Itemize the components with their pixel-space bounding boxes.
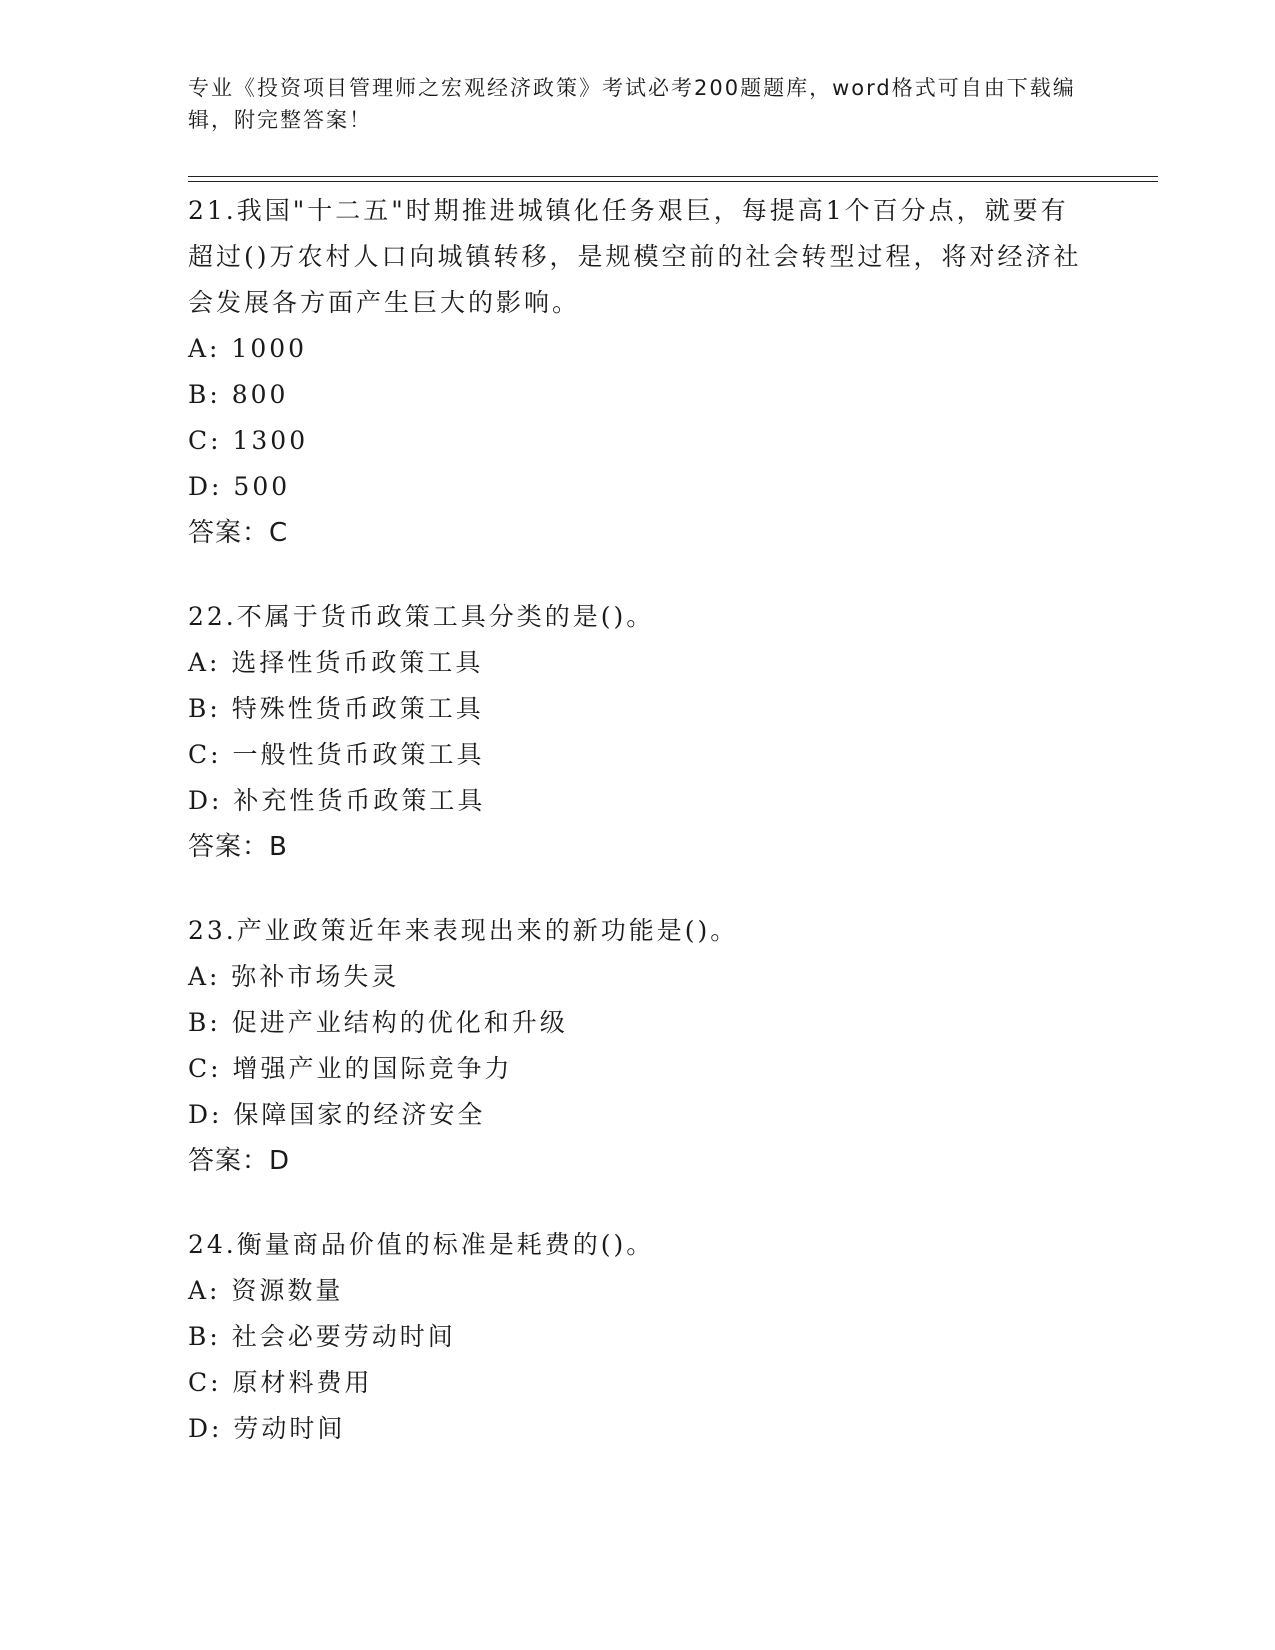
question-list [188, 188, 1088, 1490]
answer-key: 答案：D [188, 1146, 291, 1176]
option-c: C: 一般性货币政策工具 [188, 740, 485, 769]
option-a: A: 弥补市场失灵 [188, 962, 400, 991]
option-a: A: 资源数量 [188, 1276, 344, 1305]
document-intro: 专业《投资项目管理师之宏观经济政策》考试必考200题题库，word格式可自由下载编辑，附完整答案！ [188, 76, 1076, 132]
option-b: B: 促进产业结构的优化和升级 [188, 1008, 568, 1037]
question-stem: 22.不属于货币政策工具分类的是()。 [188, 602, 655, 631]
question-21 [188, 188, 1088, 556]
question-stem: 24.衡量商品价值的标准是耗费的()。 [188, 1230, 655, 1259]
option-b: B: 社会必要劳动时间 [188, 1322, 456, 1351]
option-d: D: 保障国家的经济安全 [188, 1100, 486, 1129]
option-d: D: 劳动时间 [188, 1414, 346, 1443]
option-b: B: 800 [188, 380, 289, 409]
option-c: C: 原材料费用 [188, 1368, 373, 1397]
option-d: D: 补充性货币政策工具 [188, 786, 486, 815]
question-22 [188, 594, 1088, 870]
answer-key: 答案：C [188, 518, 289, 548]
question-stem: 23.产业政策近年来表现出来的新功能是()。 [188, 916, 739, 945]
option-b: B: 特殊性货币政策工具 [188, 694, 484, 723]
option-d: D: 500 [188, 472, 291, 501]
question-23 [188, 908, 1088, 1184]
option-a: A: 选择性货币政策工具 [188, 648, 484, 677]
answer-key: 答案：B [188, 832, 288, 862]
header-divider-top [188, 176, 1158, 177]
question-24 [188, 1222, 1088, 1452]
header-divider-bottom [188, 181, 1158, 182]
option-c: C: 增强产业的国际竞争力 [188, 1054, 513, 1083]
option-a: A: 1000 [188, 334, 308, 363]
question-stem: 21.我国"十二五"时期推进城镇化任务艰巨，每提高1个百分点，就要有超过()万农村人口向城镇转移，是规模空前的社会转型过程，将对经济社会发展各方面产生巨大的影响。 [188, 196, 1082, 317]
option-c: C: 1300 [188, 426, 309, 455]
